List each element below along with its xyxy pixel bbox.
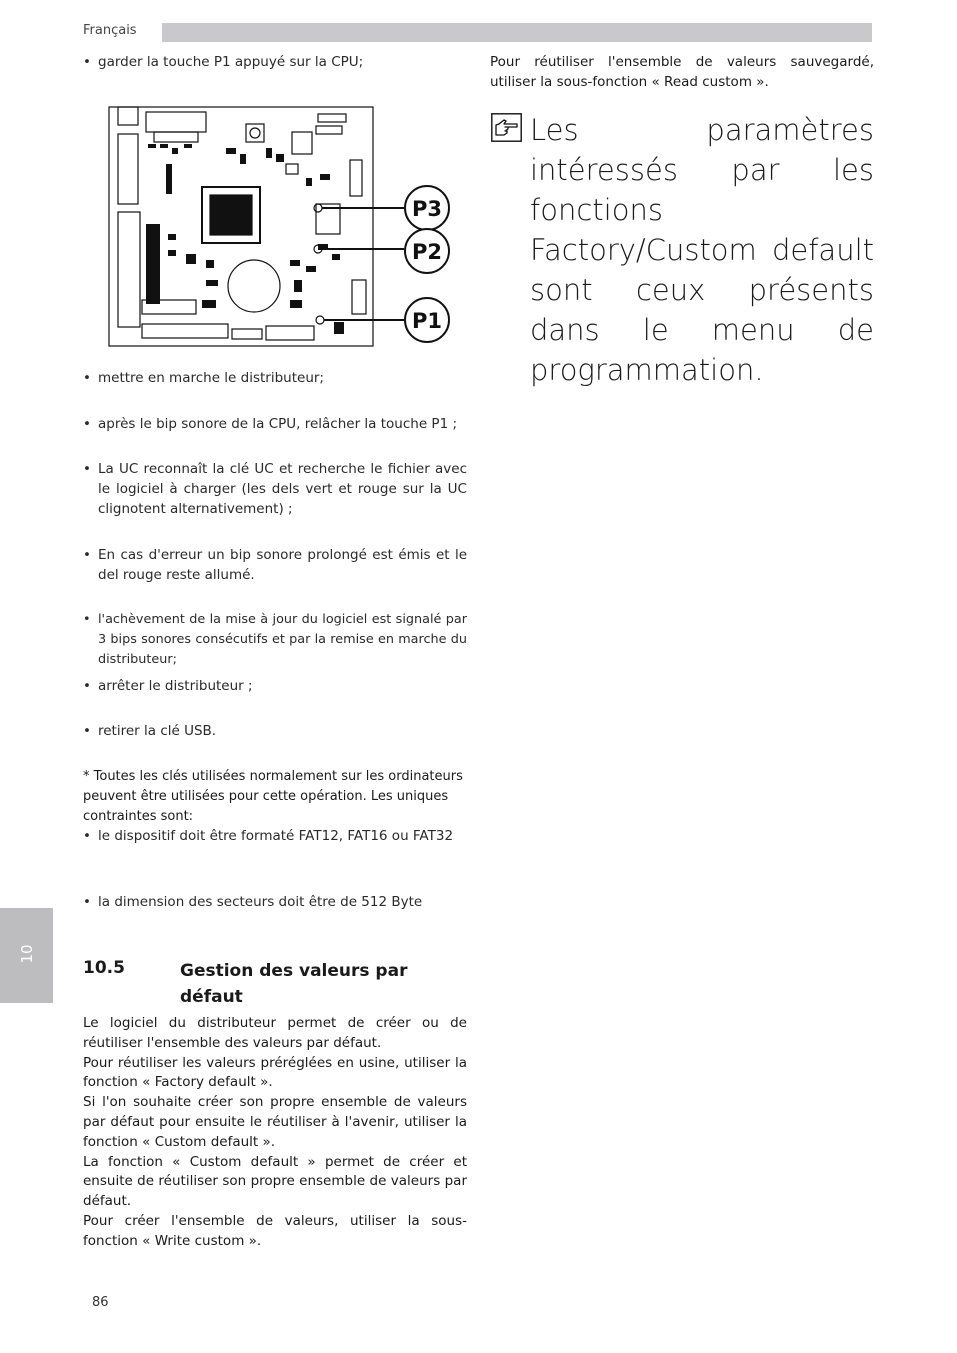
p1-label: P1	[411, 309, 443, 333]
right-intro: Pour réutiliser l'ensemble de valeurs sauvegardé, utiliser la sous-fonction « Read custom ».	[490, 54, 874, 90]
section-paragraph: La fonction « Custom default » permet de créer et ensuite de réutiliser son propre ensemble de valeurs par défaut.	[83, 1153, 467, 1210]
bullet-item: • après le bip sonore de la CPU, relâcher la touche P1 ;	[83, 414, 467, 434]
bullet-item: • mettre en marche le distributeur;	[83, 368, 467, 388]
section-paragraph: Pour réutiliser les valeurs préréglées en usine, utiliser la fonction « Factory default ».	[83, 1054, 467, 1091]
bullet-item: • La UC reconnaît la clé UC et recherche le fichier avec le logiciel à charger (les dels vert et rouge sur la UC clignotent alternativement) ;	[83, 459, 467, 519]
p3-label: P3	[411, 197, 443, 221]
tip-text: Les paramètres intéressés par les fonctions Factory/Custom default sont ceux présents dans le menu de programmation.	[530, 113, 874, 387]
bullet-item: • l'achèvement de la mise à jour du logiciel est signalé par 3 bips sonores consécutifs et par la remise en marche du distributeur;	[83, 610, 467, 670]
header-bar	[162, 23, 872, 42]
constraint-item: • le dispositif doit être formaté FAT12, FAT16 ou FAT32	[83, 826, 467, 846]
side-tab-label: 10	[18, 944, 36, 964]
usb-note: * Toutes les clés utilisées normalement sur les ordinateurs peuvent être utilisées pour cette opération. Les uniques contraintes sont:	[83, 769, 463, 824]
section-title: Gestion des valeurs par défaut	[180, 961, 408, 1007]
section-number: 10.5	[83, 958, 125, 978]
bullet-item: • arrêter le distributeur ;	[83, 676, 467, 696]
bullet-item: • retirer la clé USB.	[83, 721, 467, 741]
pointing-hand-icon	[491, 113, 522, 142]
header-language: Français	[83, 23, 137, 38]
constraint-item: • la dimension des secteurs doit être de 512 Byte	[83, 892, 467, 912]
cpu-board-figure	[106, 104, 456, 350]
section-paragraph: Pour créer l'ensemble de valeurs, utiliser la sous-fonction « Write custom ».	[83, 1212, 467, 1249]
bullet-item: • En cas d'erreur un bip sonore prolongé est émis et le del rouge reste allumé.	[83, 545, 467, 585]
page-number: 86	[92, 1295, 109, 1310]
section-paragraph: Le logiciel du distributeur permet de créer ou de réutiliser l'ensemble des valeurs par défaut.	[83, 1015, 467, 1051]
section-body	[83, 1014, 467, 1252]
bullet-hold-p1: • garder la touche P1 appuyé sur la CPU;	[83, 52, 467, 72]
section-paragraph: Si l'on souhaite créer son propre ensemble de valeurs par défaut pour ensuite le réutiliser à l'avenir, utiliser la fonction « Custom default ».	[83, 1094, 467, 1150]
p2-label: P2	[411, 240, 443, 264]
